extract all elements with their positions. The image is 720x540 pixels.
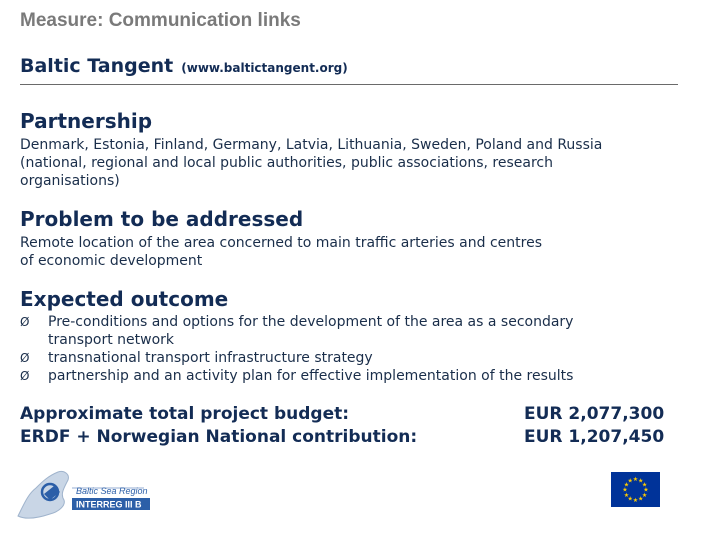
partnership-heading: Partnership	[20, 109, 153, 133]
eu-star: ★	[641, 481, 648, 489]
interreg-line2: INTERREG III B	[76, 499, 142, 510]
list-item	[20, 313, 710, 349]
partnership-line: organisations)	[20, 173, 120, 189]
eu-star: ★	[623, 481, 630, 489]
budget-total-label: Approximate total project budget:	[20, 404, 350, 424]
partnership-text	[20, 136, 700, 190]
outcome-item-text: transnational transport infrastructure strategy	[48, 350, 373, 366]
outcome-item-text	[48, 313, 573, 349]
interreg-logo	[14, 464, 164, 524]
partnership-line: (national, regional and local public authorities, public associations, research	[20, 155, 553, 171]
eu-star: ★	[622, 486, 628, 494]
eu-star: ★	[632, 497, 639, 504]
interreg-line1: Baltic Sea Region	[76, 486, 148, 496]
arrow-bullet-icon: Ø	[20, 351, 30, 365]
partnership-line: Denmark, Estonia, Finland, Germany, Latvia, Lithuania, Sweden, Poland and Russia	[20, 137, 603, 153]
arrow-bullet-icon: Ø	[20, 315, 30, 329]
project-title: Baltic Tangent	[20, 55, 174, 77]
project-url[interactable]: (www.baltictangent.org)	[181, 61, 348, 75]
eu-star: ★	[641, 491, 648, 499]
outcome-list	[20, 313, 710, 385]
problem-text	[20, 234, 700, 270]
eu-star: ★	[623, 491, 630, 499]
eu-star: ★	[638, 495, 644, 503]
budget-total-value: EUR 2,077,300	[524, 404, 665, 424]
problem-line: of economic development	[20, 253, 203, 269]
eu-star: ★	[643, 486, 649, 494]
measure-title: Measure: Communication links	[20, 10, 301, 31]
arrow-bullet-icon: Ø	[20, 369, 30, 383]
problem-heading: Problem to be addressed	[20, 207, 304, 231]
outcome-item-line: Pre-conditions and options for the development of the area as a secondary	[48, 314, 574, 330]
budget-erdf-value: EUR 1,207,450	[524, 427, 665, 447]
outcome-item-line: transport network	[48, 332, 174, 348]
budget-erdf-label: ERDF + Norwegian National contribution:	[20, 427, 418, 447]
divider	[20, 84, 678, 85]
eu-flag-icon	[611, 472, 660, 507]
project-line	[20, 55, 348, 77]
list-item	[20, 349, 710, 367]
outcome-heading: Expected outcome	[20, 287, 229, 311]
problem-line: Remote location of the area concerned to main traffic arteries and centres	[20, 235, 542, 251]
outcome-item-text: partnership and an activity plan for effective implementation of the results	[48, 368, 574, 384]
eu-star: ★	[627, 495, 633, 503]
eu-star: ★	[627, 477, 633, 485]
list-item	[20, 367, 710, 385]
eu-star: ★	[632, 476, 639, 483]
eu-star: ★	[638, 477, 644, 485]
